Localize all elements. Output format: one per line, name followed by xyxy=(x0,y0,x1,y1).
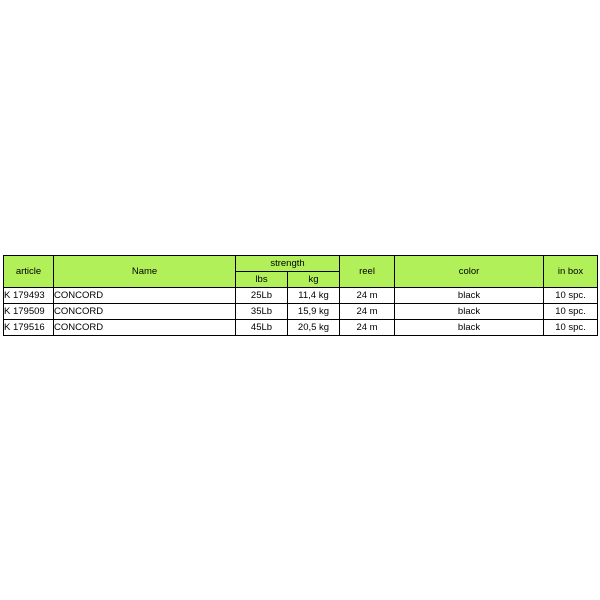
cell-article: K 179516 xyxy=(4,320,54,336)
cell-color: black xyxy=(395,304,544,320)
column-header-kg: kg xyxy=(288,272,340,288)
cell-color: black xyxy=(395,288,544,304)
cell-name: CONCORD xyxy=(54,304,236,320)
cell-lbs: 45Lb xyxy=(236,320,288,336)
cell-reel: 24 m xyxy=(340,288,395,304)
cell-lbs: 35Lb xyxy=(236,304,288,320)
table-row xyxy=(4,320,598,336)
table-header-row-top xyxy=(4,256,598,272)
table-header xyxy=(4,256,598,288)
column-header-reel: reel xyxy=(340,256,395,288)
cell-article: K 179493 xyxy=(4,288,54,304)
cell-in-box: 10 spc. xyxy=(544,320,598,336)
column-header-strength: strength xyxy=(236,256,340,272)
cell-kg: 15,9 kg xyxy=(288,304,340,320)
cell-color: black xyxy=(395,320,544,336)
table-row xyxy=(4,288,598,304)
cell-in-box: 10 spc. xyxy=(544,304,598,320)
cell-kg: 11,4 kg xyxy=(288,288,340,304)
column-header-in-box: in box xyxy=(544,256,598,288)
cell-article: K 179509 xyxy=(4,304,54,320)
cell-kg: 20,5 kg xyxy=(288,320,340,336)
cell-name: CONCORD xyxy=(54,288,236,304)
table-row xyxy=(4,304,598,320)
spec-table-container xyxy=(3,255,597,336)
product-spec-table xyxy=(3,255,598,336)
column-header-article: article xyxy=(4,256,54,288)
column-header-name: Name xyxy=(54,256,236,288)
cell-lbs: 25Lb xyxy=(236,288,288,304)
cell-reel: 24 m xyxy=(340,320,395,336)
cell-name: CONCORD xyxy=(54,320,236,336)
cell-in-box: 10 spc. xyxy=(544,288,598,304)
cell-reel: 24 m xyxy=(340,304,395,320)
column-header-lbs: lbs xyxy=(236,272,288,288)
table-body xyxy=(4,288,598,336)
column-header-color: color xyxy=(395,256,544,288)
